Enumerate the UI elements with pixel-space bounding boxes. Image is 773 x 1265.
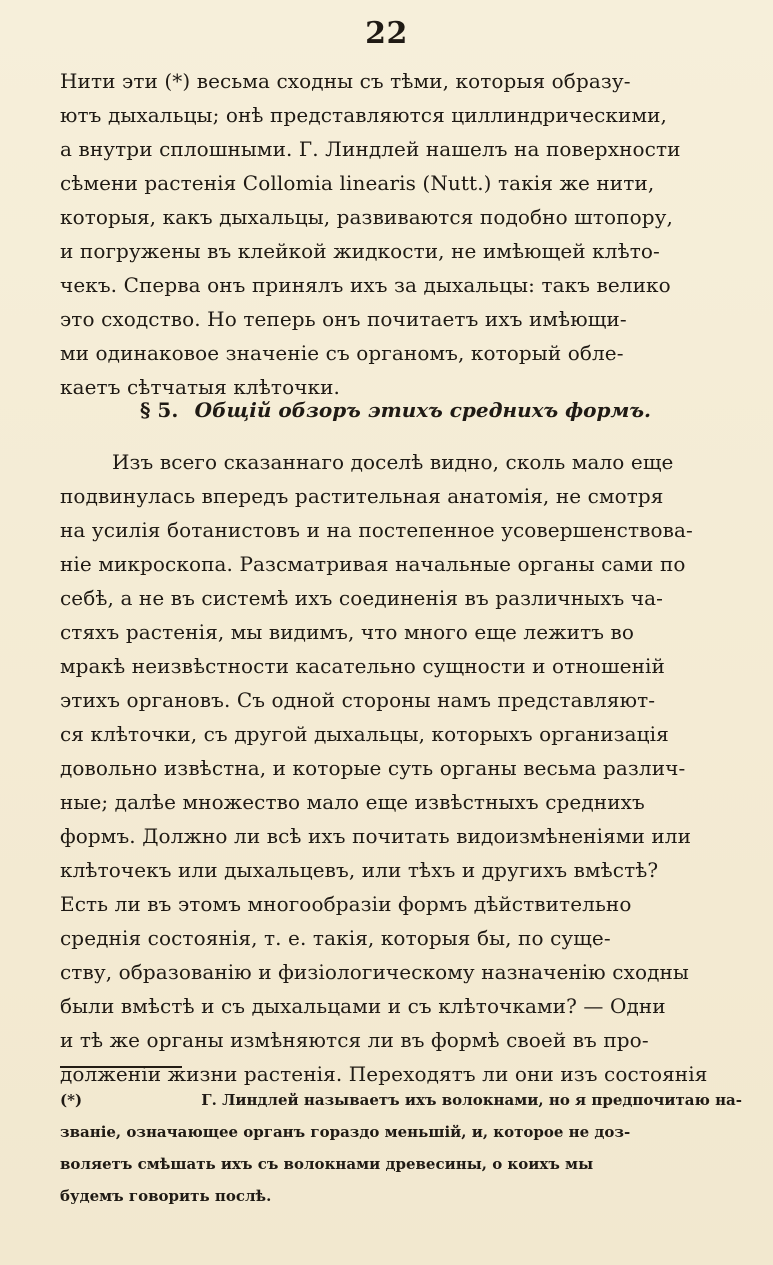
- paragraph-1: [60, 64, 742, 404]
- section-number: § 5.: [140, 398, 179, 422]
- footnote-line: воляетъ смѣшать ихъ съ волокнами древесины, о коихъ мы: [60, 1155, 594, 1173]
- footnote-line: званіе, означающее органъ гораздо меньшій, и, которое не доз-: [60, 1123, 631, 1141]
- paragraph-2-line: подвинулась впередъ растительная анатомія, не смотря: [60, 484, 664, 508]
- footnote-separator: [60, 1066, 182, 1068]
- paragraph-2-line: клѣточекъ или дыхальцевъ, или тѣхъ и другихъ вмѣстѣ?: [60, 858, 659, 882]
- paragraph-2-line: довольно извѣстна, и которые суть органы весьма различ-: [60, 756, 686, 780]
- paragraph-1-line: которыя, какъ дыхальцы, развиваются подобно штопору,: [60, 205, 673, 229]
- paragraph-1-line: и погружены въ клейкой жидкости, не имѣющей клѣто-: [60, 239, 660, 263]
- paragraph-1-line: ми одинаковое значеніе съ органомъ, который обле-: [60, 341, 624, 365]
- footnote: [60, 1084, 742, 1212]
- footnote-marker: (*): [60, 1091, 83, 1109]
- section-title: Общій обзоръ этихъ среднихъ формъ.: [194, 398, 651, 422]
- paragraph-2-line: были вмѣстѣ и съ дыхальцами и съ клѣточками? — Одни: [60, 994, 666, 1018]
- footnote-line: [60, 1084, 742, 1116]
- paragraph-1-line: чекъ. Сперва онъ принялъ ихъ за дыхальцы: такъ велико: [60, 273, 671, 297]
- paragraph-1-line: ютъ дыхальцы; онѣ представляются циллиндрическими,: [60, 103, 668, 127]
- footnote-text: Г. Линдлей называетъ ихъ волокнами, но я предпочитаю на-: [201, 1091, 742, 1109]
- paragraph-2-line: ся клѣточки, съ другой дыхальцы, которыхъ организація: [60, 722, 669, 746]
- paragraph-2-line: формъ. Должно ли всѣ ихъ почитать видоизмѣненіями или: [60, 824, 692, 848]
- paragraph-2-line: ніе микроскопа. Разсматривая начальные органы сами по: [60, 552, 686, 576]
- paragraph-2-line: и тѣ же органы измѣняются ли въ формѣ своей въ про-: [60, 1028, 649, 1052]
- paragraph-2-line: стяхъ растенія, мы видимъ, что много еще лежитъ во: [60, 620, 635, 644]
- paragraph-2-line: ные; далѣе множество мало еще извѣстныхъ среднихъ: [60, 790, 645, 814]
- page-number: 22: [365, 16, 408, 51]
- paragraph-2-line: на усилія ботанистовъ и на постепенное усовершенствова-: [60, 518, 693, 542]
- paragraph-1-line: каетъ сѣтчатыя клѣточки.: [60, 375, 341, 399]
- paragraph-2-line: себѣ, а не въ системѣ ихъ соединенія въ различныхъ ча-: [60, 586, 664, 610]
- paragraph-1-line: это сходство. Но теперь онъ почитаетъ ихъ имѣющи-: [60, 307, 627, 331]
- section-heading: [140, 398, 651, 422]
- paragraph-2-line: ству, образованію и физіологическому назначенію сходны: [60, 960, 689, 984]
- paragraph-2-line: мракѣ неизвѣстности касательно сущности и отношеній: [60, 654, 665, 678]
- paragraph-2-line: среднія состоянія, т. е. такія, которыя бы, по суще-: [60, 926, 611, 950]
- paragraph-2: [60, 445, 742, 1091]
- paragraph-1-line: сѣмени растенія Collomia linearis (Nutt.) такія же нити,: [60, 171, 655, 195]
- paragraph-2-line: Изъ всего сказаннаго доселѣ видно, сколь мало еще: [112, 450, 674, 474]
- paragraph-2-line: этихъ органовъ. Съ одной стороны намъ представляют-: [60, 688, 656, 712]
- paragraph-1-line: Нити эти (*) весьма сходны съ тѣми, которыя образу-: [60, 69, 631, 93]
- paragraph-1-line: а внутри сплошными. Г. Линдлей нашелъ на поверхности: [60, 137, 681, 161]
- paragraph-2-line: Есть ли въ этомъ многообразіи формъ дѣйствительно: [60, 892, 632, 916]
- footnote-line: будемъ говорить послѣ.: [60, 1187, 272, 1205]
- paragraph-2-line: долженіи жизни растенія. Переходятъ ли они изъ состоянія: [60, 1062, 708, 1086]
